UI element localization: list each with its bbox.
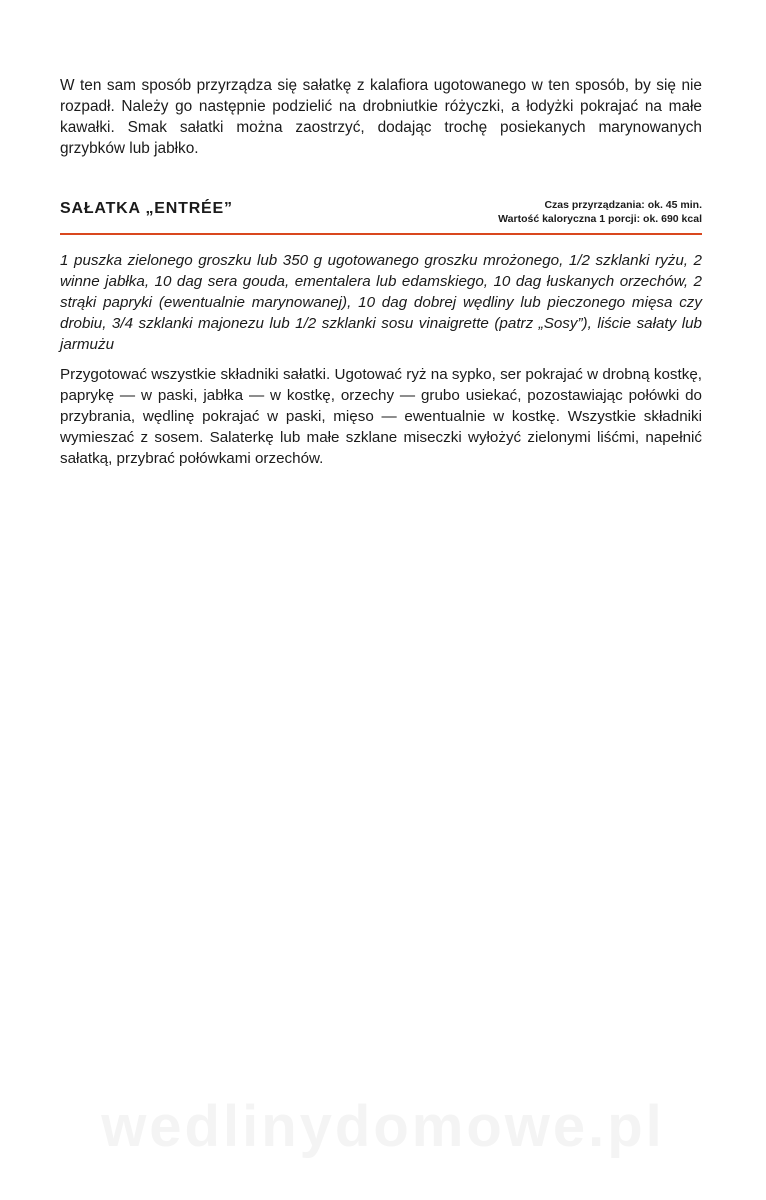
recipe-meta: [498, 198, 702, 226]
prep-time: Czas przyrządzania: ok. 45 min.: [544, 199, 702, 211]
calories: Wartość kaloryczna 1 porcji: ok. 690 kcal: [498, 213, 702, 225]
header-divider: [60, 233, 702, 235]
recipe-header: [60, 196, 702, 230]
preparation-method: Przygotować wszystkie składniki sałatki. Ugotować ryż na sypko, ser pokrajać w drobną kostkę, paprykę — w paski, jabłka — w kostkę, orzechy — grubo usiekać, pozostawiając połówki do przybrania, wędlinę pokrajać w paski, mięso — ewentualnie w kostkę. Wszystkie składniki wymieszać z sosem. Salaterkę lub małe szklane miseczki wyłożyć zielonymi liśćmi, napełnić sałatką, przybrać połówkami orzechów.: [60, 366, 702, 467]
recipe-title: SAŁATKA „ENTRÉE”: [60, 200, 233, 217]
ingredients-list: 1 puszka zielonego groszku lub 350 g ugotowanego groszku mrożonego, 1/2 szklanki ryżu, 2 winne jabłka, 10 dag sera gouda, ementalera lub edamskiego, 10 dag łuskanych orzechów, 2 strąki papryki (ewentualnie marynowanej), 10 dag dobrej wędliny lub pieczonego mięsa czy drobiu, 3/4 szklanki majonezu lub 1/2 szklanki sosu vinaigrette (patrz „Sosy”), liście sałaty lub jarmużu: [60, 252, 702, 353]
intro-paragraph: W ten sam sposób przyrządza się sałatkę z kalafiora ugotowanego w ten sposób, by się nie rozpadł. Należy go następnie podzielić na drobniutkie różyczki, a łodyżki pokrajać na małe kawałki. Smak sałatki można zaostrzyć, dodając trochę posiekanych marynowanych grzybków lub jabłko.: [60, 77, 702, 157]
watermark: wedlinydomowe.pl: [101, 1094, 665, 1159]
